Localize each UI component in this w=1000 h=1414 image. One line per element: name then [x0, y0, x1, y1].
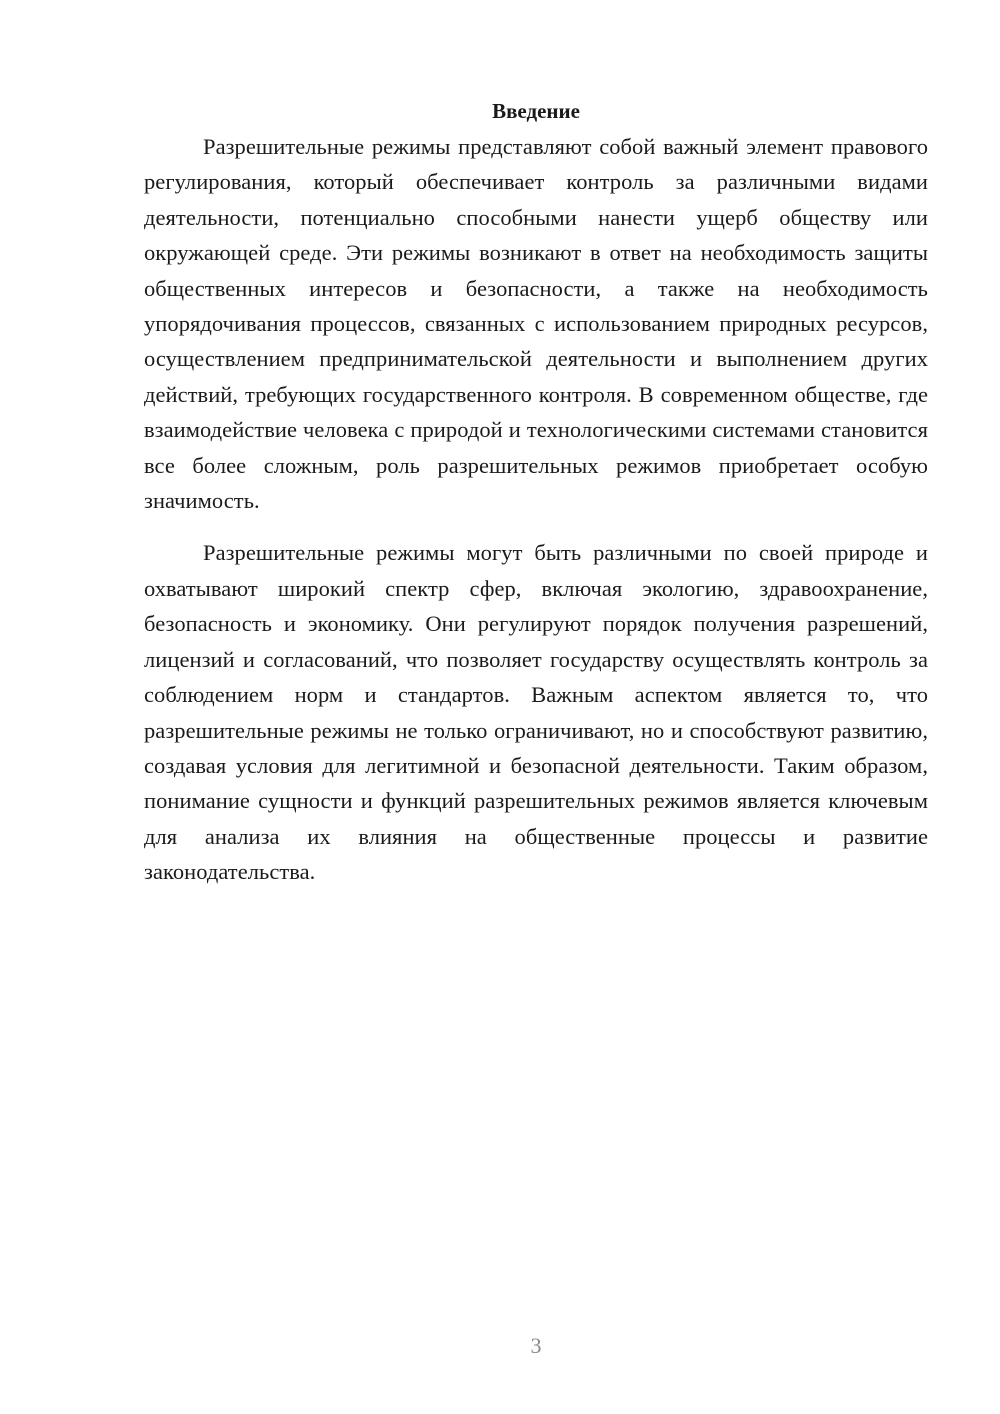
- page-content: [144, 96, 928, 890]
- section-heading: Введение: [492, 99, 580, 123]
- paragraph-2: Разрешительные режимы могут быть различными по своей природе и охватывают широкий спектр сфер, включая экологию, здравоохранение, безопасность и экономику. Они регулируют порядок получения разрешений, лицензий и согласований, что позволяет государству осуществлять контроль за соблюдением норм и стандартов. Важным аспектом является то, что разрешительные режимы не только ограничивают, но и способствуют развитию, создавая условия для легитимной и безопасной деятельности. Таким образом, понимание сущности и функций разрешительных режимов является ключевым для анализа их влияния на общественные процессы и развитие законодательства.: [144, 540, 928, 885]
- page-number: 3: [530, 1333, 542, 1358]
- paragraph-1: Разрешительные режимы представляют собой важный элемент правового регулирования, который обеспечивает контроль за различными видами деятельности, потенциально способными нанести ущерб обществу или окружающей среде. Эти режимы возникают в ответ на необходимость защиты общественных интересов и безопасности, а также на необходимость упорядочивания процессов, связанных с использованием природных ресурсов, осуществлением предпринимательской деятельности и выполнением других действий, требующих государственного контроля. В современном обществе, где взаимодействие человека с природой и технологическими системами становится все более сложным, роль разрешительных режимов приобретает особую значимость.: [144, 134, 928, 514]
